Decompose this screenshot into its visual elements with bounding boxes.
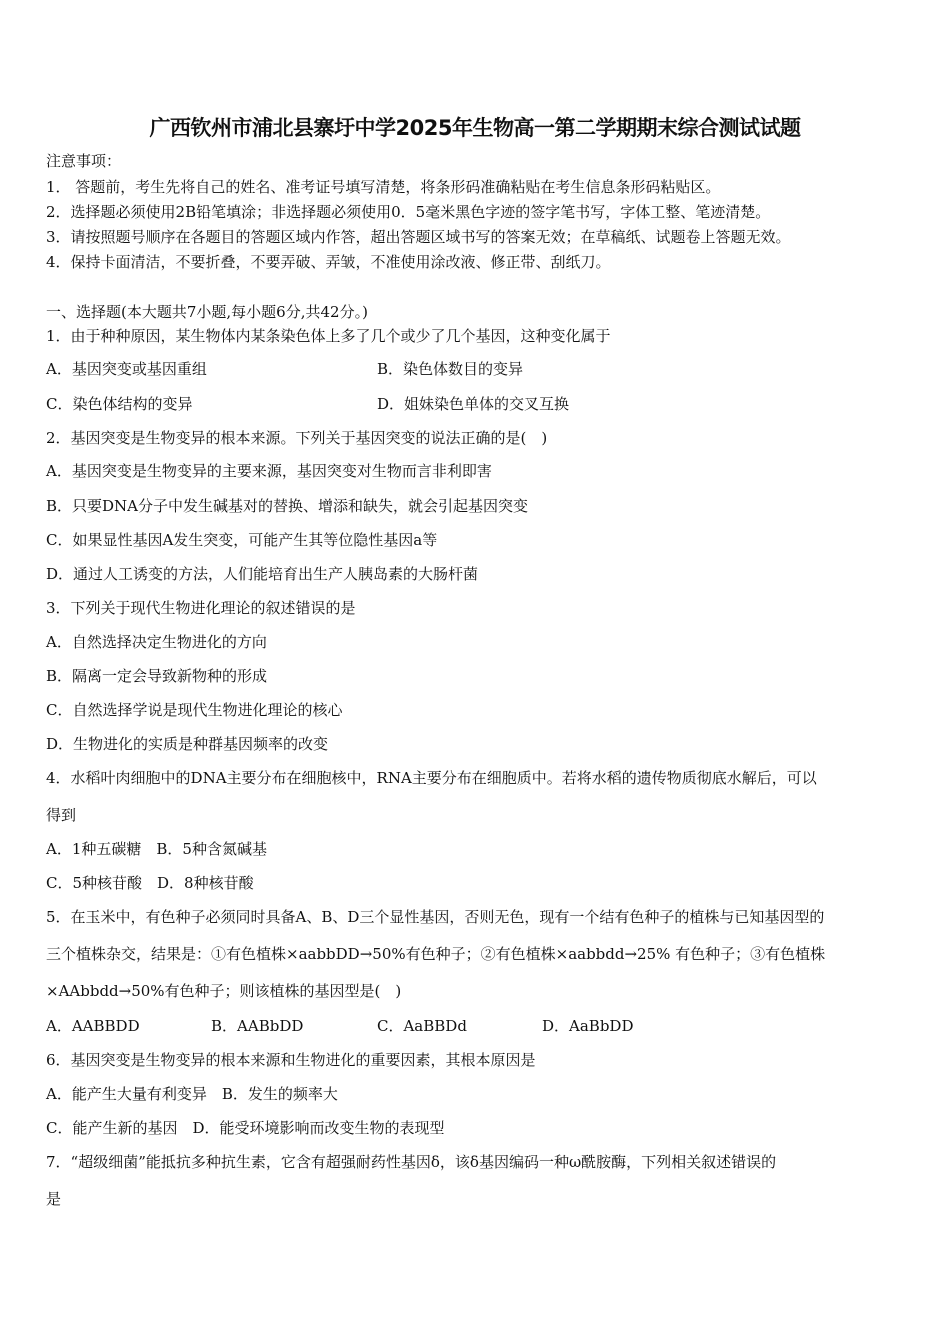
question-stem: 1．由于种种原因，某生物体内某条染色体上多了几个或少了几个基因，这种变化属于: [46, 327, 611, 345]
option-c: C．染色体结构的变异: [46, 395, 193, 413]
option-a: A．自然选择决定生物进化的方向: [46, 633, 267, 651]
option-b: B．AABbDD: [211, 1017, 304, 1035]
question-stem: 2．基因突变是生物变异的根本来源。下列关于基因突变的说法正确的是( ): [46, 429, 548, 447]
option-c: C．AaBBDd: [377, 1017, 467, 1035]
option-b: B．只要DNA分子中发生碱基对的替换、增添和缺失，就会引起基因突变: [46, 497, 529, 515]
option-ab: A．1种五碳糖 B．5种含氮碱基: [46, 840, 267, 858]
option-cd: C．5种核苷酸 D．8种核苷酸: [46, 874, 254, 892]
option-d: D．生物进化的实质是种群基因频率的改变: [46, 735, 329, 753]
page-title: 广西钦州市浦北县寨圩中学2025年生物高一第二学期期末综合测试试题: [149, 116, 801, 140]
option-c: C．自然选择学说是现代生物进化理论的核心: [46, 701, 343, 719]
question-stem-cont: 是: [46, 1190, 62, 1208]
question-stem-cont: 得到: [46, 806, 77, 824]
option-a: A．基因突变是生物变异的主要来源，基因突变对生物而言非利即害: [46, 462, 492, 480]
option-a: A．基因突变或基因重组: [46, 360, 207, 378]
question-stem: 6．基因突变是生物变异的根本来源和生物进化的重要因素，其根本原因是: [46, 1051, 536, 1069]
question-stem-cont: 三个植株杂交，结果是：①有色植株×aabbDD→50%有色种子；②有色植株×aabbdd→25% 有色种子；③有色植株: [46, 945, 826, 963]
question-stem: 4．水稻叶肉细胞中的DNA主要分布在细胞核中，RNA主要分布在细胞质中。若将水稻的遗传物质彻底水解后，可以: [46, 769, 817, 787]
question-stem: 7．“超级细菌”能抵抗多种抗生素，它含有超强耐药性基因δ，该δ基因编码一种ω酰胺酶，下列相关叙述错误的: [46, 1153, 777, 1171]
option-ab: A．能产生大量有利变异 B．发生的频率大: [46, 1085, 338, 1103]
option-c: C．如果显性基因A发生突变，可能产生其等位隐性基因a等: [46, 531, 438, 549]
option-d: D．通过人工诱变的方法，人们能培育出生产人胰岛素的大肠杆菌: [46, 565, 479, 583]
section-heading: 一、选择题(本大题共7小题,每小题6分,共42分。): [46, 303, 368, 321]
option-d: D．姐妹染色单体的交叉互换: [377, 395, 570, 413]
notice-item: 4．保持卡面清洁，不要折叠，不要弄破、弄皱，不准使用涂改液、修正带、刮纸刀。: [46, 253, 611, 271]
question-stem-cont: ×AAbbdd→50%有色种子；则该植株的基因型是( ): [46, 982, 402, 1000]
notice-item: 2．选择题必须使用2B铅笔填涂；非选择题必须使用0．5毫米黑色字迹的签字笔书写，字体工整、笔迹清楚。: [46, 203, 771, 221]
option-b: B．隔离一定会导致新物种的形成: [46, 667, 268, 685]
option-cd: C．能产生新的基因 D．能受环境影响而改变生物的表现型: [46, 1119, 445, 1137]
question-stem: 3．下列关于现代生物进化理论的叙述错误的是: [46, 599, 356, 617]
option-a: A．AABBDD: [46, 1017, 140, 1035]
notice-item: 3．请按照题号顺序在各题目的答题区域内作答，超出答题区域书写的答案无效；在草稿纸、试题卷上答题无效。: [46, 228, 791, 246]
option-d: D．AaBbDD: [542, 1017, 634, 1035]
notice-item: 1． 答题前，考生先将自己的姓名、准考证号填写清楚，将条形码准确粘贴在考生信息条形码粘贴区。: [46, 178, 721, 196]
question-stem: 5．在玉米中，有色种子必须同时具备A、B、D三个显性基因，否则无色，现有一个结有色种子的植株与已知基因型的: [46, 908, 825, 926]
notice-heading: 注意事项：: [46, 152, 122, 170]
option-b: B．染色体数目的变异: [377, 360, 524, 378]
